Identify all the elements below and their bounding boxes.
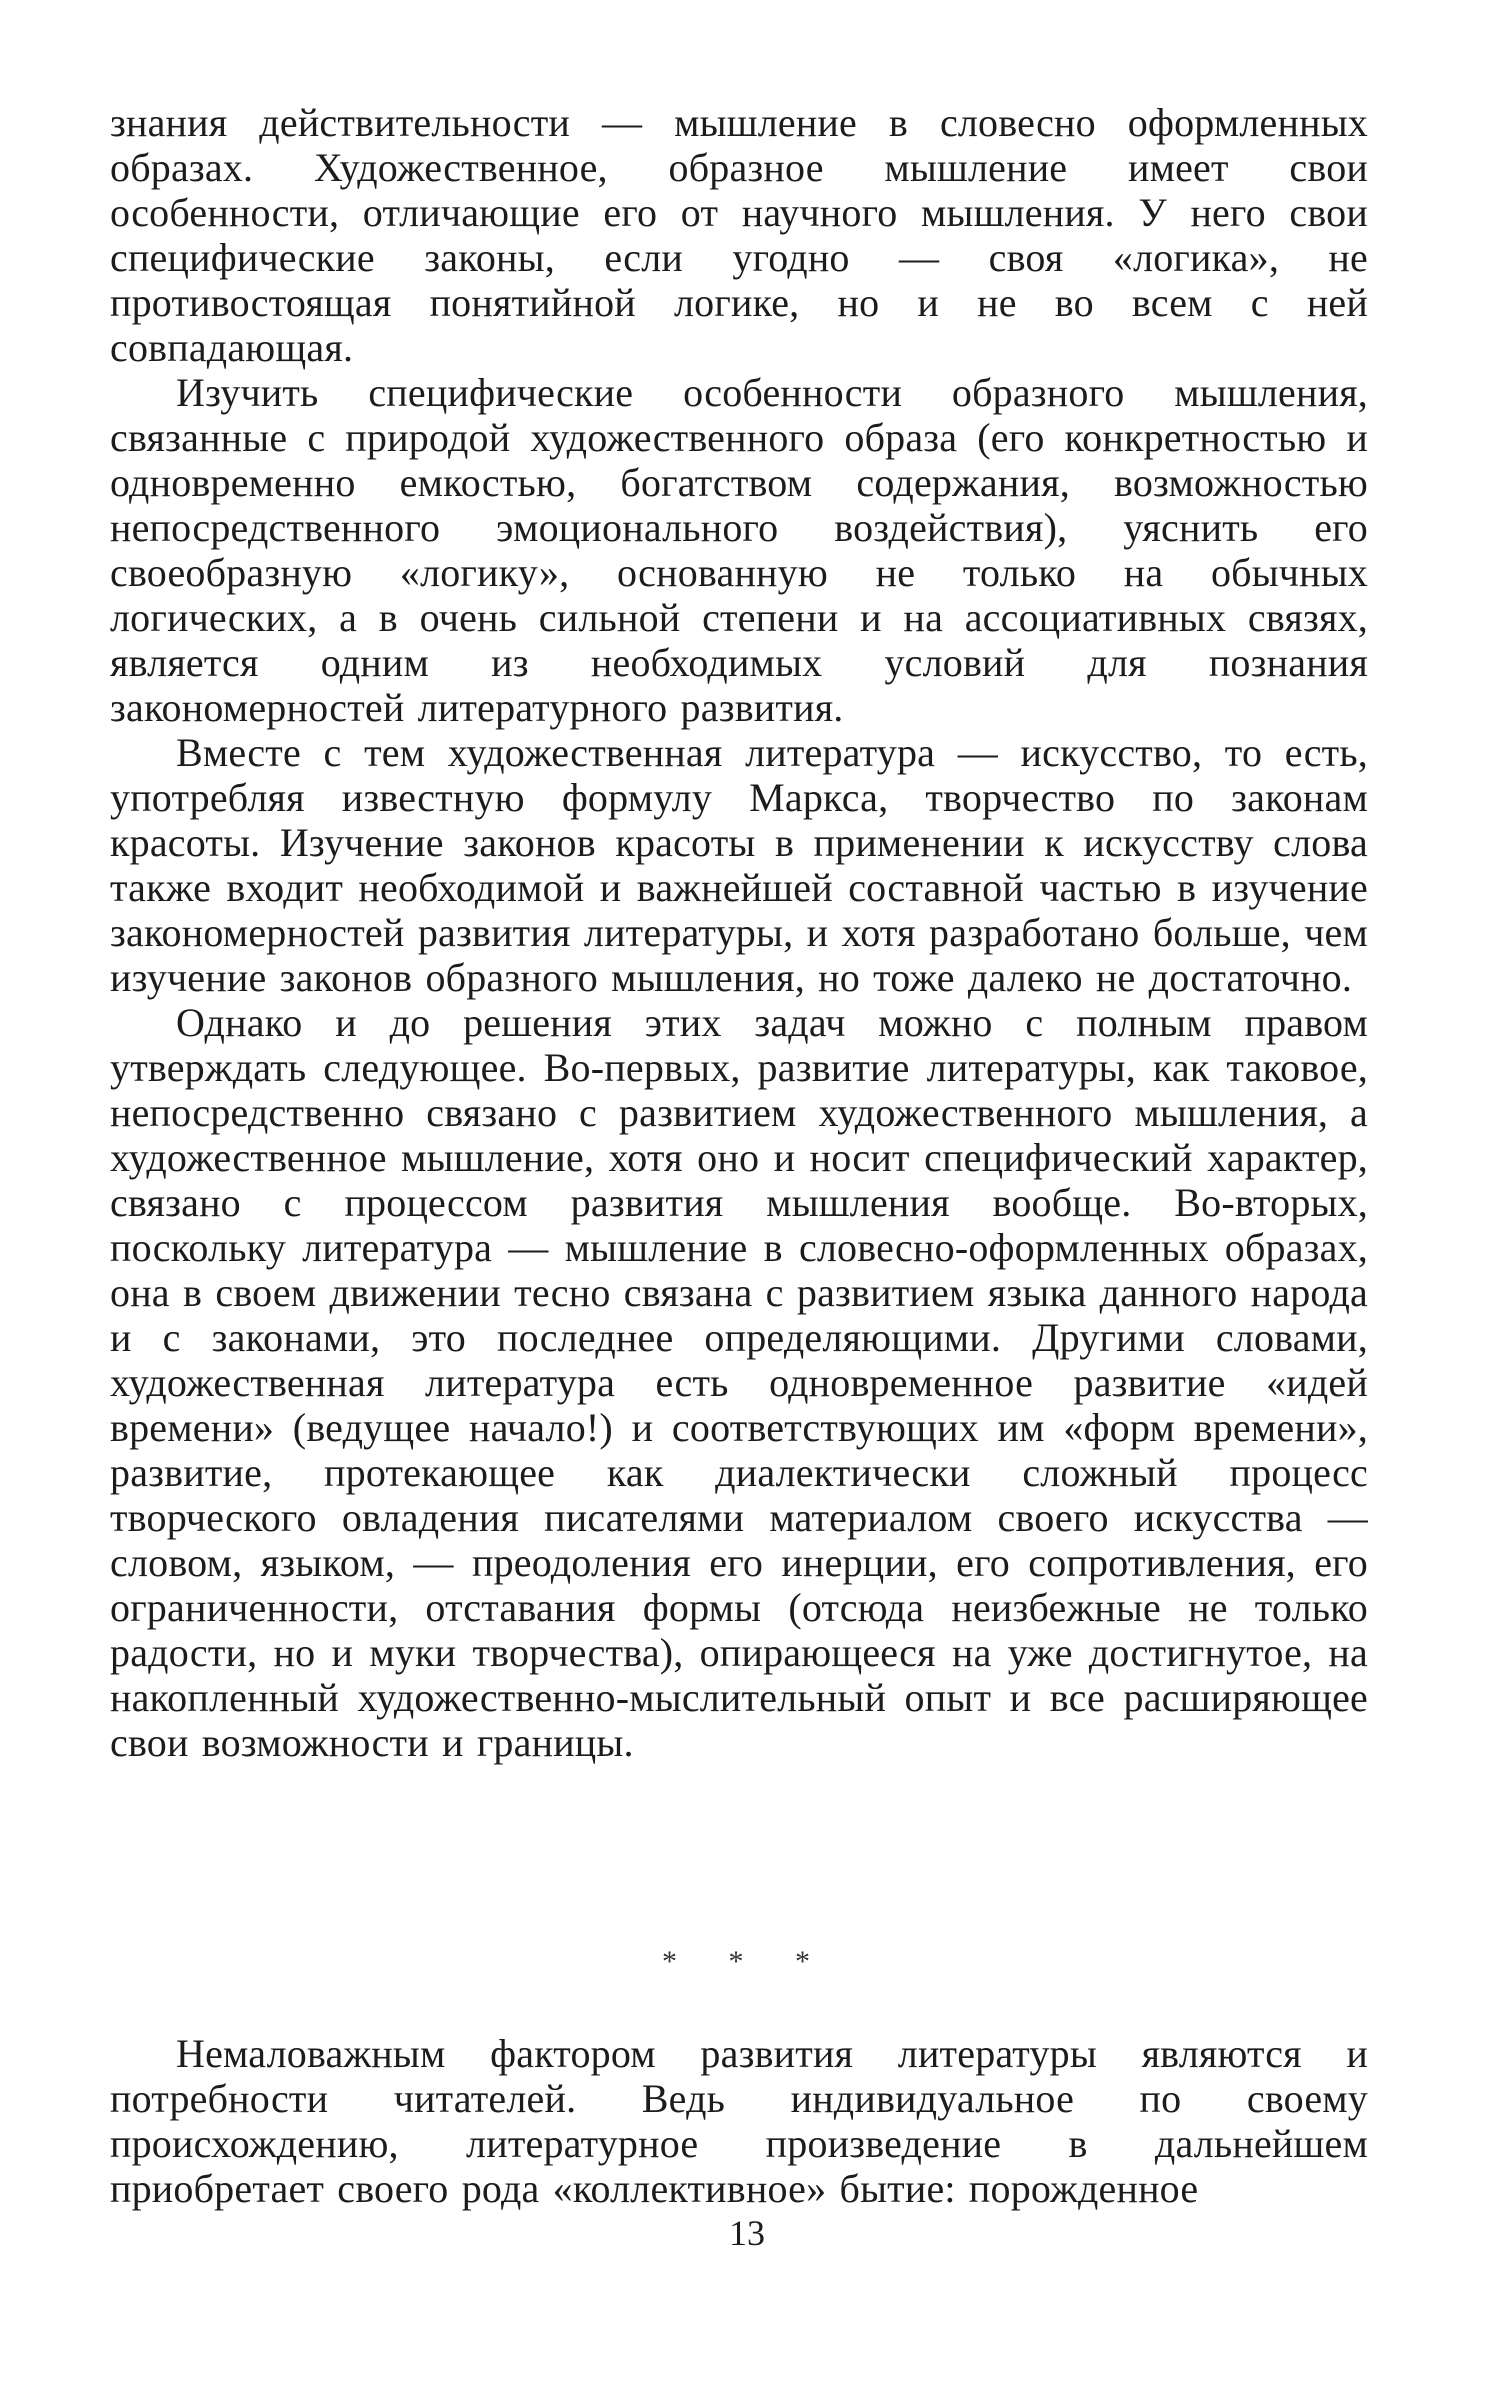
paragraph-3: Вместе с тем художественная литература — искусство, то есть, употребляя известную формулу Маркса, творчество по законам красоты. Изучение законов красоты в применении к искусству слова также входит необходимой и важнейшей составной частью в изучение закономерностей развития литературы, и хотя разработано больше, чем изучение законов образного мышления, но тоже далеко не достаточно. <box>110 730 1368 1000</box>
paragraph-1: знания действительности — мышление в словесно оформленных образах. Художественное, образное мышление имеет свои особенности, отличающие его от научного мышления. У него свои специфические законы, если угодно — своя «логика», не противостоящая понятийной логике, но и не во всем с ней совпадающая. <box>110 100 1368 370</box>
section-divider: * * * <box>662 1945 832 1978</box>
paragraph-4: Однако и до решения этих задач можно с полным правом утверждать следующее. Во-первых, развитие литературы, как таковое, непосредственно связано с развитием художественного мышления, а художественное мышление, хотя оно и носит специфический характер, связано с процессом развития мышления вообще. Во-вторых, поскольку литература — мышление в словесно-оформленных образах, она в своем движении тесно связана с развитием языка данного народа и с законами, это последнее определяющими. Другими словами, художественная литература есть одновременное развитие «идей времени» (ведущее начало!) и соответствующих им «форм времени», развитие, протекающее как диалектически сложный процесс творческого овладения писателями материалом своего искусства — словом, языком, — преодоления его инерции, его сопротивления, его ограниченности, отставания формы (отсюда неизбежные не только радости, но и муки творчества), опирающееся на уже достигнутое, на накопленный художественно-мыслительный опыт и все расширяющее свои возможности и границы. <box>110 1000 1368 1765</box>
paragraph-2: Изучить специфические особенности образного мышления, связанные с природой художественного образа (его конкретностью и одновременно емкостью, богатством содержания, возможностью непосредственного эмоционального воздействия), уяснить его своеобразную «логику», основанную не только на обычных логических, а в очень сильной степени и на ассоциативных связях, является одним из необходимых условий для познания закономерностей литературного развития. <box>110 370 1368 730</box>
section-two-text-block <box>110 2031 1368 2211</box>
paragraph-5: Немаловажным фактором развития литературы являются и потребности читателей. Ведь индивидуальное по своему происхождению, литературное произведение в дальнейшем приобретает своего рода «коллективное» бытие: порожденное <box>110 2031 1368 2211</box>
main-text-block <box>110 100 1368 1765</box>
page-number: 13 <box>729 2213 765 2253</box>
